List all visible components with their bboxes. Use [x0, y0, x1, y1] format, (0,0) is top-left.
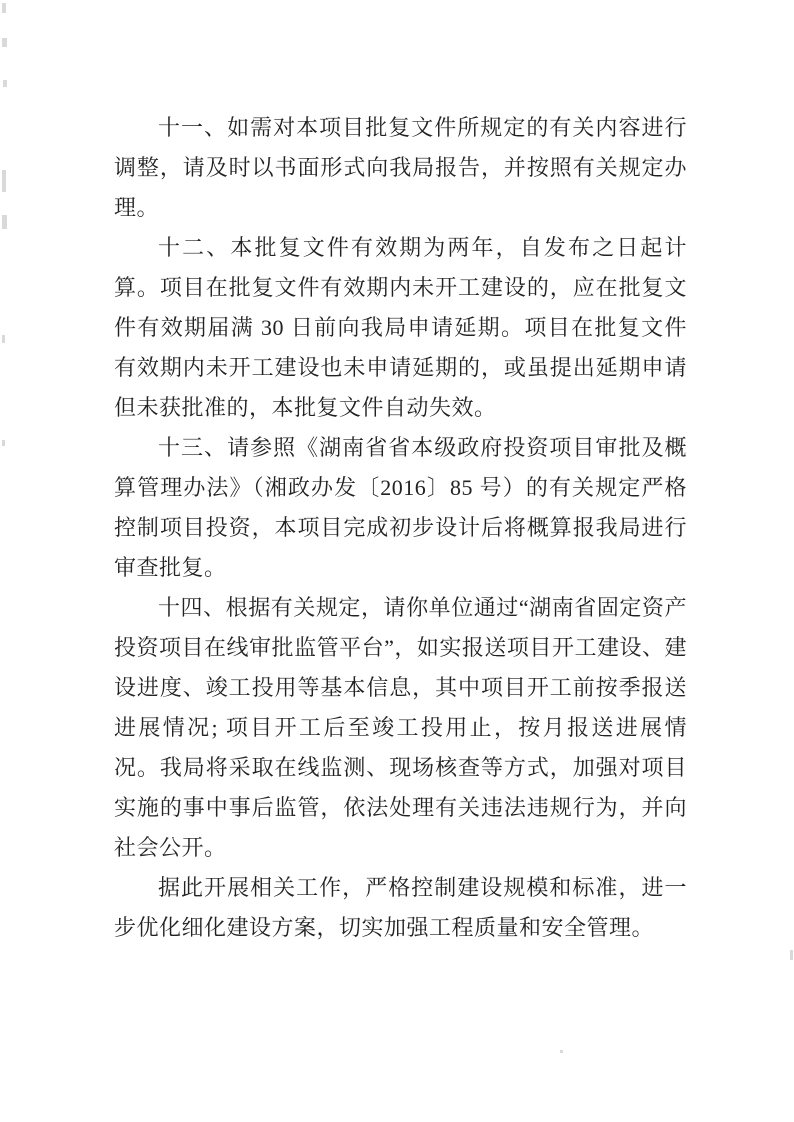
- paragraph-item-11: 十一、如需对本项目批复文件所规定的有关内容进行调整，请及时以书面形式向我局报告，并按照有关规定办理。: [114, 115, 687, 220]
- scan-speck: [3, 80, 7, 87]
- paragraph-item-12: 十二、本批复文件有效期为两年，自发布之日起计算。项目在批复文件有效期内未开工建设的，应在批复文件有效期届满 30 日前向我局申请延期。项目在批复文件有效期内未开工建设也未申请延期的，或虽提出延期申请但未获批准的，本批复文件自动失效。: [114, 235, 687, 420]
- paragraph-closing: 据此开展相关工作，严格控制建设规模和标准，进一步优化细化建设方案，切实加强工程质量和安全管理。: [114, 875, 687, 940]
- scan-speck: [2, 335, 5, 343]
- scan-speck: [2, 170, 6, 192]
- paragraph-item-14: 十四、根据有关规定，请你单位通过“湖南省固定资产投资项目在线审批监管平台”，如实报送项目开工建设、建设进度、竣工投用等基本信息，其中项目开工前按季报送进展情况; 项目开工后至竣工投用止，按月报送进展情况。我局将采取在线监测、现场核查等方式，加强对项目实施的事中事后监管，依法处理有关违法违规行为，并向社会公开。: [114, 595, 687, 860]
- scan-speck: [2, 440, 5, 446]
- scan-speck: [2, 215, 7, 229]
- scan-speck: [2, 3, 6, 13]
- document-body: [114, 108, 687, 948]
- paragraph-item-13: 十三、请参照《湖南省省本级政府投资项目审批及概算管理办法》（湘政办发〔2016〕85 号）的有关规定严格控制项目投资，本项目完成初步设计后将概算报我局进行审查批复。: [114, 435, 687, 580]
- scan-speck: [560, 1050, 563, 1053]
- scan-speck: [790, 950, 793, 960]
- scan-speck: [2, 38, 7, 47]
